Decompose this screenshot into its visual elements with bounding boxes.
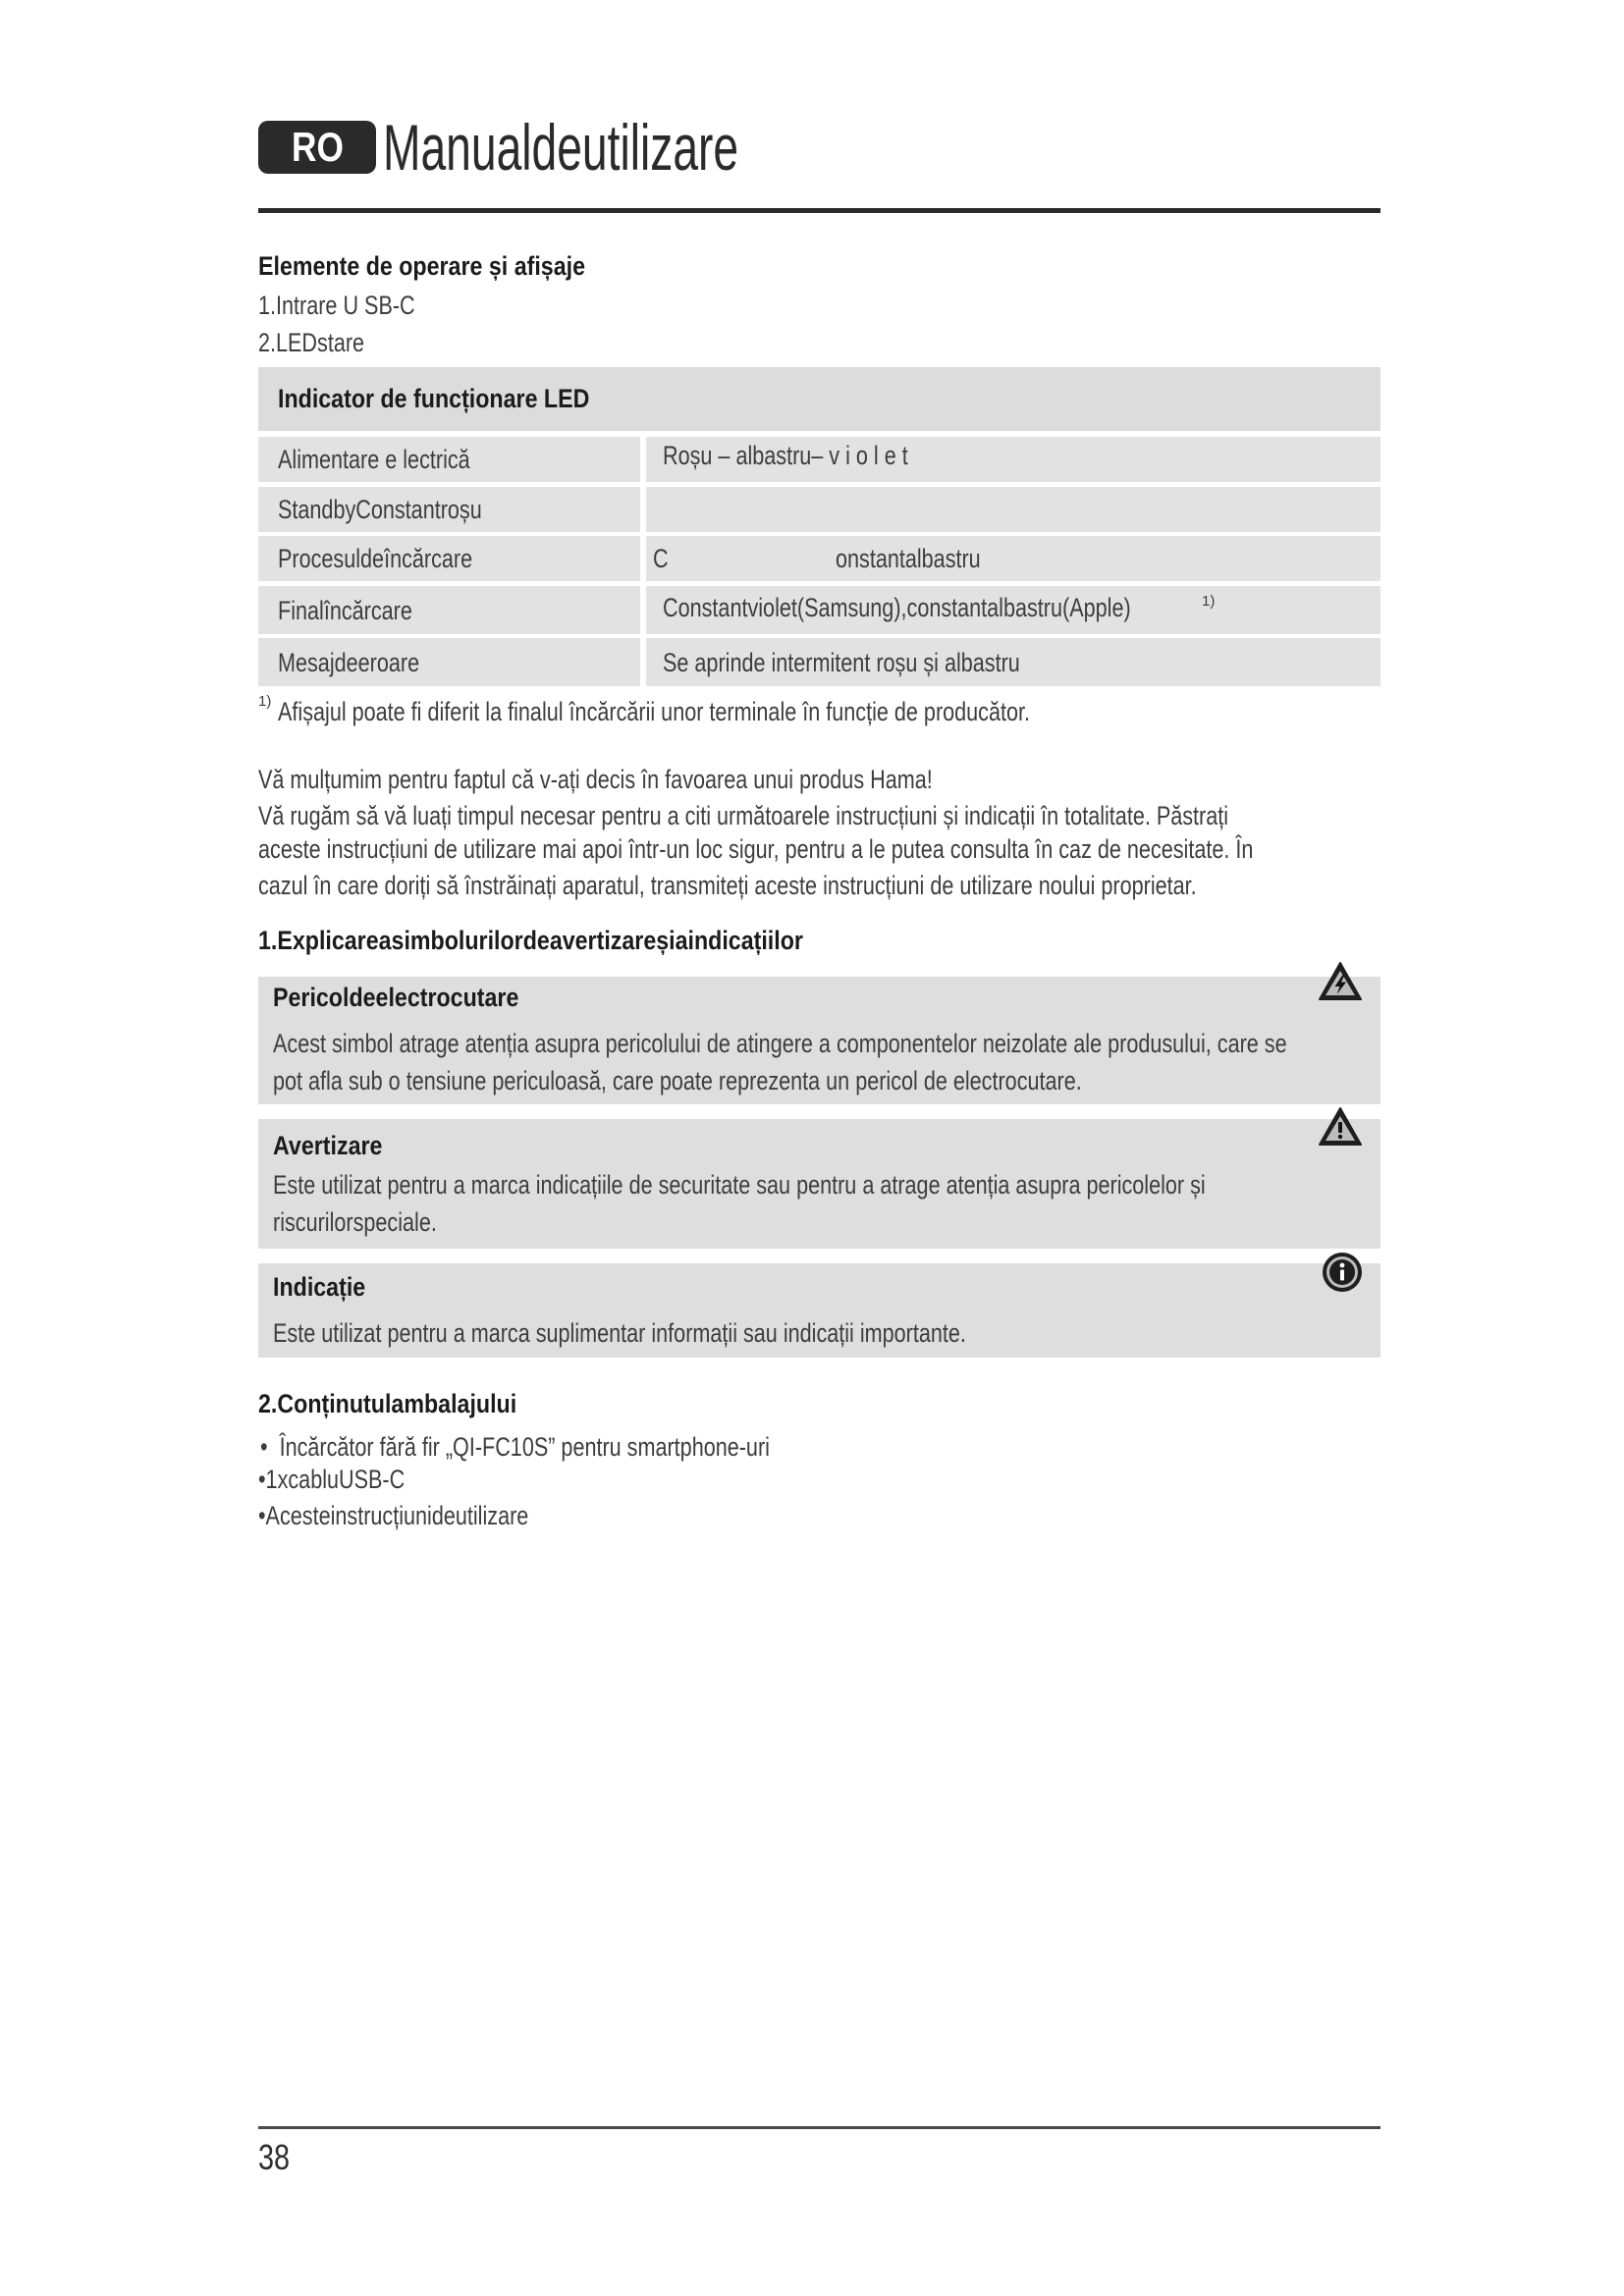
page-title: Manualdeutilizare <box>383 111 739 184</box>
led-state-value: Constantviolet(Samsung),constantalbastru(Apple) <box>663 593 1131 622</box>
symbol-box-text: riscurilorspeciale. <box>273 1207 437 1237</box>
led-table-value-cell <box>646 487 1380 532</box>
led-state-label: Procesuldeîncărcare <box>278 544 473 573</box>
intro-thanks: Vă mulțumim pentru faptul că v-ați decis în favoarea unui produs Hama! <box>258 765 933 794</box>
package-item: •1xcabluUSB-C <box>258 1465 406 1494</box>
warning-icon <box>1319 1107 1362 1147</box>
footnote-text: Afișajul poate fi diferit la finalul încărcării unor terminale în funcție de producător. <box>278 697 1031 726</box>
intro-line: aceste instrucțiuni de utilizare mai apoi într-un loc sigur, pentru a le putea consulta în caz de necesitate. În <box>258 834 1254 864</box>
info-icon <box>1322 1252 1363 1293</box>
intro-line: Vă rugăm să vă luați timpul necesar pentru a citi următoarele instrucțiuni și indicații în totalitate. Păstrați <box>258 801 1229 830</box>
header-divider <box>258 208 1380 213</box>
led-table-header <box>258 367 1380 431</box>
symbol-box-text: Acest simbol atrage atenția asupra pericolului de atingere a componentelor neizolate ale produsului, care se <box>273 1029 1287 1058</box>
symbol-box-warning <box>258 1119 1380 1249</box>
symbol-box-title: Indicație <box>273 1272 366 1302</box>
controls-item: 1.Intrare U SB-C <box>258 291 415 320</box>
electric-shock-warning-icon <box>1319 962 1362 1001</box>
symbol-box-text: pot afla sub o tensiune periculoasă, care poate reprezenta un pericol de electrocutare. <box>273 1066 1082 1095</box>
controls-heading: Elemente de operare și afișaje <box>258 251 585 281</box>
symbol-box-title: Pericoldeelectrocutare <box>273 983 519 1012</box>
led-table-value-cell <box>646 586 1380 634</box>
led-table-label-cell <box>258 586 640 634</box>
led-state-label: Alimentare e lectrică <box>278 445 470 474</box>
package-item: •Acesteinstrucțiunideutilizare <box>258 1501 529 1530</box>
section-heading: 1.Explicareasimbolurilordeavertizareșiaindicațiilor <box>258 926 803 955</box>
led-state-label: StandbyConstantroșu <box>278 495 482 524</box>
language-badge-label: RO <box>291 124 344 170</box>
symbol-box-text: Este utilizat pentru a marca indicațiile de securitate sau pentru a atrage atenția asupra pericolelor și <box>273 1170 1206 1200</box>
symbol-box-info <box>258 1263 1380 1358</box>
led-table-label-cell <box>258 638 640 686</box>
package-item: • Încărcător fără fir „QI-FC10S” pentru smartphone-uri <box>260 1432 770 1462</box>
language-badge <box>258 121 376 174</box>
symbol-box-title: Avertizare <box>273 1131 383 1160</box>
symbol-box-text: Este utilizat pentru a marca suplimentar informații sau indicații importante. <box>273 1318 966 1348</box>
led-table-label-cell <box>258 437 640 482</box>
led-table-value-cell <box>646 638 1380 686</box>
led-state-value: Roșu – albastru– v i o l e t <box>663 441 908 470</box>
footnote-reference: 1) <box>1202 593 1216 610</box>
led-state-value: Se aprinde intermitent roșu și albastru <box>663 648 1020 677</box>
led-state-label: Finalîncărcare <box>278 596 412 625</box>
led-table-value-cell <box>646 536 1380 581</box>
footnote-marker: 1) <box>258 693 272 710</box>
led-state-value-part: onstantalbastru <box>836 544 981 573</box>
led-state-value-part: C <box>653 544 669 573</box>
section-heading: 2.Conținutulambalajului <box>258 1389 517 1418</box>
led-table-value-cell <box>646 437 1380 482</box>
footer-divider <box>258 2126 1380 2129</box>
led-table-label-cell <box>258 536 640 581</box>
led-state-label: Mesajdeeroare <box>278 648 420 677</box>
intro-line: cazul în care doriți să înstrăinați aparatul, transmiteți aceste instrucțiuni de utilizare noului proprietar. <box>258 871 1197 900</box>
page-number: 38 <box>258 2137 291 2177</box>
led-table-label-cell <box>258 487 640 532</box>
symbol-box-electric <box>258 977 1380 1104</box>
led-table-title: Indicator de funcționare LED <box>278 384 590 413</box>
controls-item: 2.LEDstare <box>258 328 365 357</box>
